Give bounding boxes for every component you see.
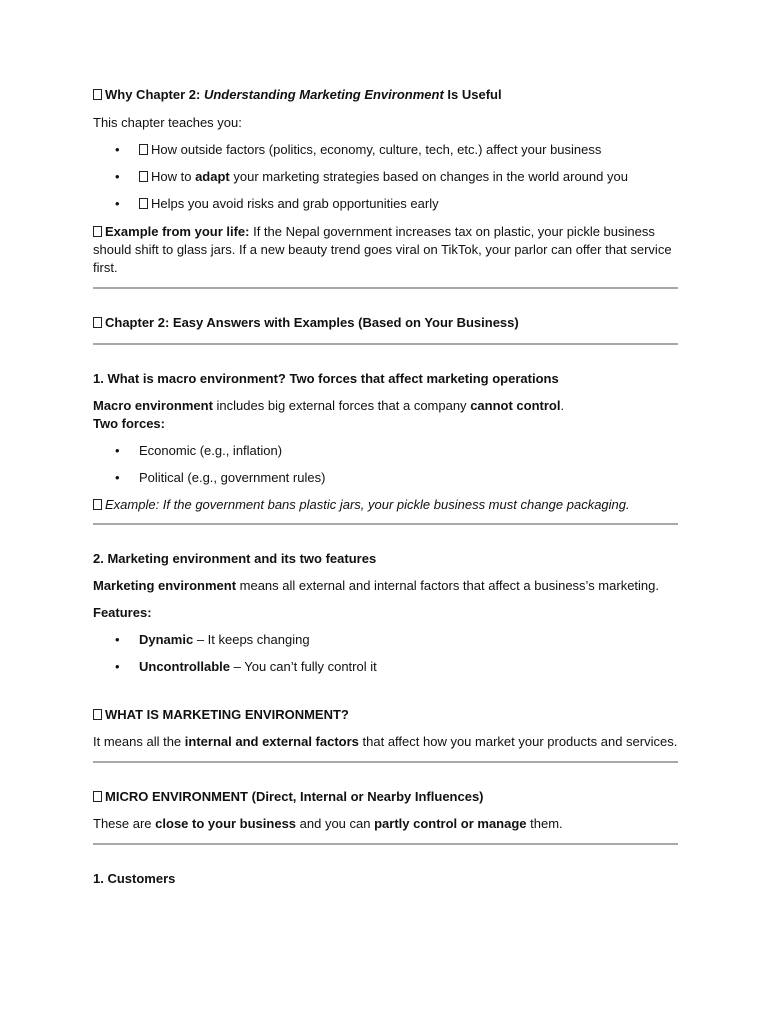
section-title-micro-environment: MICRO ENVIRONMENT (Direct, Internal or Nearby Influences) <box>93 788 678 806</box>
missing-glyph-icon <box>93 89 102 100</box>
divider <box>93 523 678 525</box>
missing-glyph-icon <box>93 317 102 328</box>
features-list <box>93 631 678 676</box>
missing-glyph-icon <box>93 709 102 720</box>
missing-glyph-icon <box>93 791 102 802</box>
divider <box>93 843 678 845</box>
list-item: • How outside factors (politics, economy, culture, tech, etc.) affect your business <box>93 141 678 159</box>
missing-glyph-icon <box>139 171 148 182</box>
section-title-marketing-environment: WHAT IS MARKETING ENVIRONMENT? <box>93 706 678 724</box>
marketing-env-definition: Marketing environment means all external and internal factors that affect a business’s marketing. <box>93 578 660 593</box>
teaches-list <box>93 141 678 213</box>
forces-label: Two forces: <box>93 416 165 431</box>
micro-env-text: These are close to your business and you can partly control or manage them. <box>93 816 563 831</box>
list-item: • Political (e.g., government rules) <box>93 469 678 487</box>
divider <box>93 343 678 345</box>
list-item: • Economic (e.g., inflation) <box>93 442 678 460</box>
section-title-why-chapter: Why Chapter 2: Understanding Marketing Environment Is Useful <box>93 86 678 104</box>
list-item: • Dynamic – It keeps changing <box>93 631 678 649</box>
marketing-env-text: It means all the internal and external factors that affect how you market your products and services. <box>93 734 678 749</box>
forces-list <box>93 442 678 487</box>
missing-glyph-icon <box>139 144 148 155</box>
divider <box>93 761 678 763</box>
question-1-heading: 1. What is macro environment? Two forces that affect marketing operations <box>93 371 559 386</box>
example-paragraph: Example from your life: If the Nepal government increases tax on plastic, your pickle business should shift to glass jars. If a new beauty trend goes viral on TikTok, your parlor can offer that service first. <box>93 224 672 275</box>
features-label: Features: <box>93 605 152 620</box>
customers-heading: 1. Customers <box>93 871 176 886</box>
list-item: • Uncontrollable – You can’t fully control it <box>93 658 678 676</box>
document-content <box>93 86 678 888</box>
section-title-easy-answers: Chapter 2: Easy Answers with Examples (Based on Your Business) <box>93 314 678 332</box>
question-2-heading: 2. Marketing environment and its two features <box>93 551 377 566</box>
intro-text: This chapter teaches you: <box>93 115 242 130</box>
missing-glyph-icon <box>93 499 102 510</box>
list-item: • How to adapt your marketing strategies based on changes in the world around you <box>93 168 678 186</box>
divider <box>93 287 678 289</box>
missing-glyph-icon <box>93 226 102 237</box>
macro-example: Example: If the government bans plastic jars, your pickle business must change packaging. <box>93 496 678 514</box>
list-item: • Helps you avoid risks and grab opportunities early <box>93 195 678 213</box>
missing-glyph-icon <box>139 198 148 209</box>
macro-definition: Macro environment includes big external forces that a company cannot control. <box>93 398 565 413</box>
